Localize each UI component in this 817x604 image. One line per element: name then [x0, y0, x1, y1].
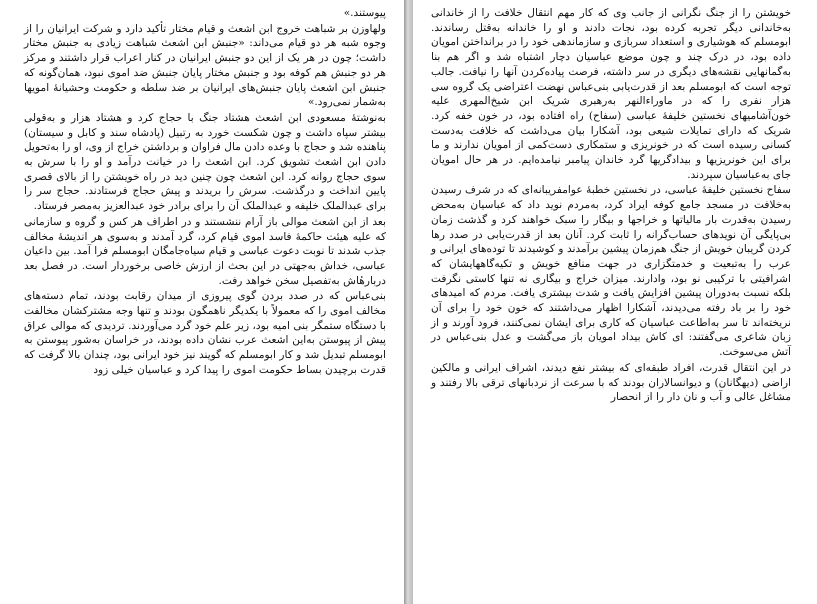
paragraph: بنی‌عباس که در صدد بردن گوی پیروزی از میدان رقابت بودند، تمام دسته‌های مخالف اموی را که معمولاً با یکدیگر ناهمگون بودند و تنها وجه مشترکشان مخالفت با دستگاه ستمگر بنی امیه بود، زیر علم خود گرد می‌آوردند. تردیدی که موالی عراق پیش از پیوستن به‌این اشعث عرب نشان داده بودند، در خراسان به‌شور پیوستن به ابومسلم تبدیل شد و کار ابومسلم که گویند نیز خود ایرانی بود، چندان بالا گرفت که قدرت برچیدن بساط حکومت اموی را پیدا کرد و عباسیان خیلی زود: [24, 290, 386, 376]
paragraph: ولهاوزن بر شباهت خروج ابن اشعث و قیام مختار تأکید دارد و شرکت ایرانیان را از وجوه شبه هر دو قیام می‌داند: «جنبش ابن اشعث شباهت زیادی به جنبش مختار داشت؛ چون در هر یک از این دو جنبش ایرانیان در کنار اعراب قرار داشتند و مرکز هر دو جنبش هم کوفه بود و جنبش مختار پایان جنبش ضد اموی نبود، همان‌گونه که جنبش ابن اشعث پایان جنبش‌های ایرانیان بر ضد سلطه و حکومت وحشیانهٔ امویها به‌شمار نمی‌رود.»: [24, 22, 386, 109]
paragraph: سفاح نخستین خلیفهٔ عباسی، در نخستین خطبهٔ عوامفریبانه‌ای که در شرف رسیدن به‌خلافت در مسجد جامع کوفه ایراد کرد، به‌مردم نوید داد که عباسیان به‌محض رسیدن به‌قدرت بار مالیاتها و خراجها و بیگار را سبک خواهند کرد و گذشت زمان بی‌پایگی آن نویدهای حساب‌گرانه را ثابت کرد. آنان بعد از قدرت‌یابی در صدد رها کردن گریبان خویش از جنگ هم‌زمان پیشین برآمدند و کوشیدند تا توده‌های ایرانی و عرب را به‌تبعیت و خدمتگزاری در جهت منافع خویش و تکیه‌گاههایشان که اشرافیتی با ترکیبی نو بود، وادارند. میزان خراج و بیگاری نه تنها کاستی نگرفت بلکه نسبت به‌دوران پیشین افزایش یافت و شدت بیشتری یافت. مردم که امیدهای خود را بر باد رفته می‌دیدند، آشکارا اظهار می‌داشتند که خون خود را برای آن نریخته‌اند تا سر به‌اطاعت عباسیان که کاری برای ایشان نمی‌کنند، فرود آورند و از زبان شاعری می‌گفتند: ای کاش بیداد امویان باز می‌گشت و عدل بنی‌عباس در آتش می‌سوخت.: [431, 184, 791, 359]
left-page: [0, 0, 404, 604]
paragraph: بعد از ابن اشعث موالی باز آرام ننشستند و در اطراف هر کس و گروه و سازمانی که علیه هیئت حاکمهٔ فاسد اموی قیام کرد، گرد آمدند و به‌سوی هر اندیشهٔ مخالف جذب شدند تا نوبت دعوت عباسی و قیام سیاه‌جامگان ابومسلم فرا آمد. بین داعیان عباسی، خداش به‌جهتی در این بحث از ارزش خاصی برخوردار است. در فصل بعد دربارهٔاش به‌تفصیل سخن خواهد رفت.: [24, 215, 386, 287]
paragraph: خویشتن را از جنگ نگرانی از جانب وی که کار مهم انتقال خلافت را از خاندانی به‌خاندانی دیگر تجربه کرده بود، نجات دادند و او را خاندانه به‌قتل رساندند. ابومسلم که هوشیاری و استعداد سربازی و سازماندهی خود را در برانداختن امویان داده بود، در درک چند و چون موضع عباسیان دچار اشتباه شد و اگر هم بنا به‌گمانهایی نقشه‌های دیگری در سر داشته، فرصت پیاده‌کردن آنها را نیافت. جالب توجه است که ابومسلم بعد از قدرت‌یابی بنی‌عباس نهضت اعتراضی یک گروه سی هزار نفری را که در ماوراءالنهر به‌رهبری شریک ابن شیخ‌المهری علیه خون‌آشامیهای نخستین خلیفهٔ عباسی (سفاح) راه افتاده بود، در خون خفه کرد. شریک که دارای تمایلات شیعی بود، آشکارا بیان می‌داشت که خلافت به‌دست کسانی رسیده است که در خونریزی و ستمکاری دست‌کمی از امویان ندارند و ما برای این خونریزیها و بیدادگریها گرد خاندان پیامبر نیامده‌ایم. در هر حال امویان جای به‌عباسیان سپردند.: [431, 7, 791, 181]
paragraph: پیوستند.»: [343, 7, 386, 19]
page-gutter: [404, 0, 413, 604]
right-page: [413, 0, 817, 604]
paragraph: به‌نوشتهٔ مسعودی ابن اشعث هشتاد جنگ با حجاج کرد و هشتاد هزار و به‌قولی بیشتر سپاه داشت و چون شکست خورد به رتبیل (پادشاه سند و کابل و سیستان) پناهنده شد و حجاج با وعده دادن مال فراوان و برداشتن خراج از وی، او را به‌تحویل دادن ابن اشعث تشویق کرد. ابن اشعث را در خیانت درآمد و او را با سرش به سوی حجاج روانه کرد. ابن اشعث چون چنین دید در راه خویشتن را از بالای قصری پایین انداخت و درگذشت. سرش را بریدند و پیش حجاج فرستادند. حجاج سر را برای عبدالملک خلیفه و عبدالملک آن را برای برادر خود عبدالعزیز به‌مصر فرستاد.: [24, 111, 386, 213]
paragraph: در این انتقال قدرت، افراد طبقه‌ای که بیشتر نفع دیدند، اشراف ایرانی و مالکین اراضی (دیهگانان) و دیوانسالاران بودند که با سرعت از نردبانهای ترقی بالا رفتند و مشاغل عالی و آب و نان دار را از انحصار: [431, 361, 791, 404]
